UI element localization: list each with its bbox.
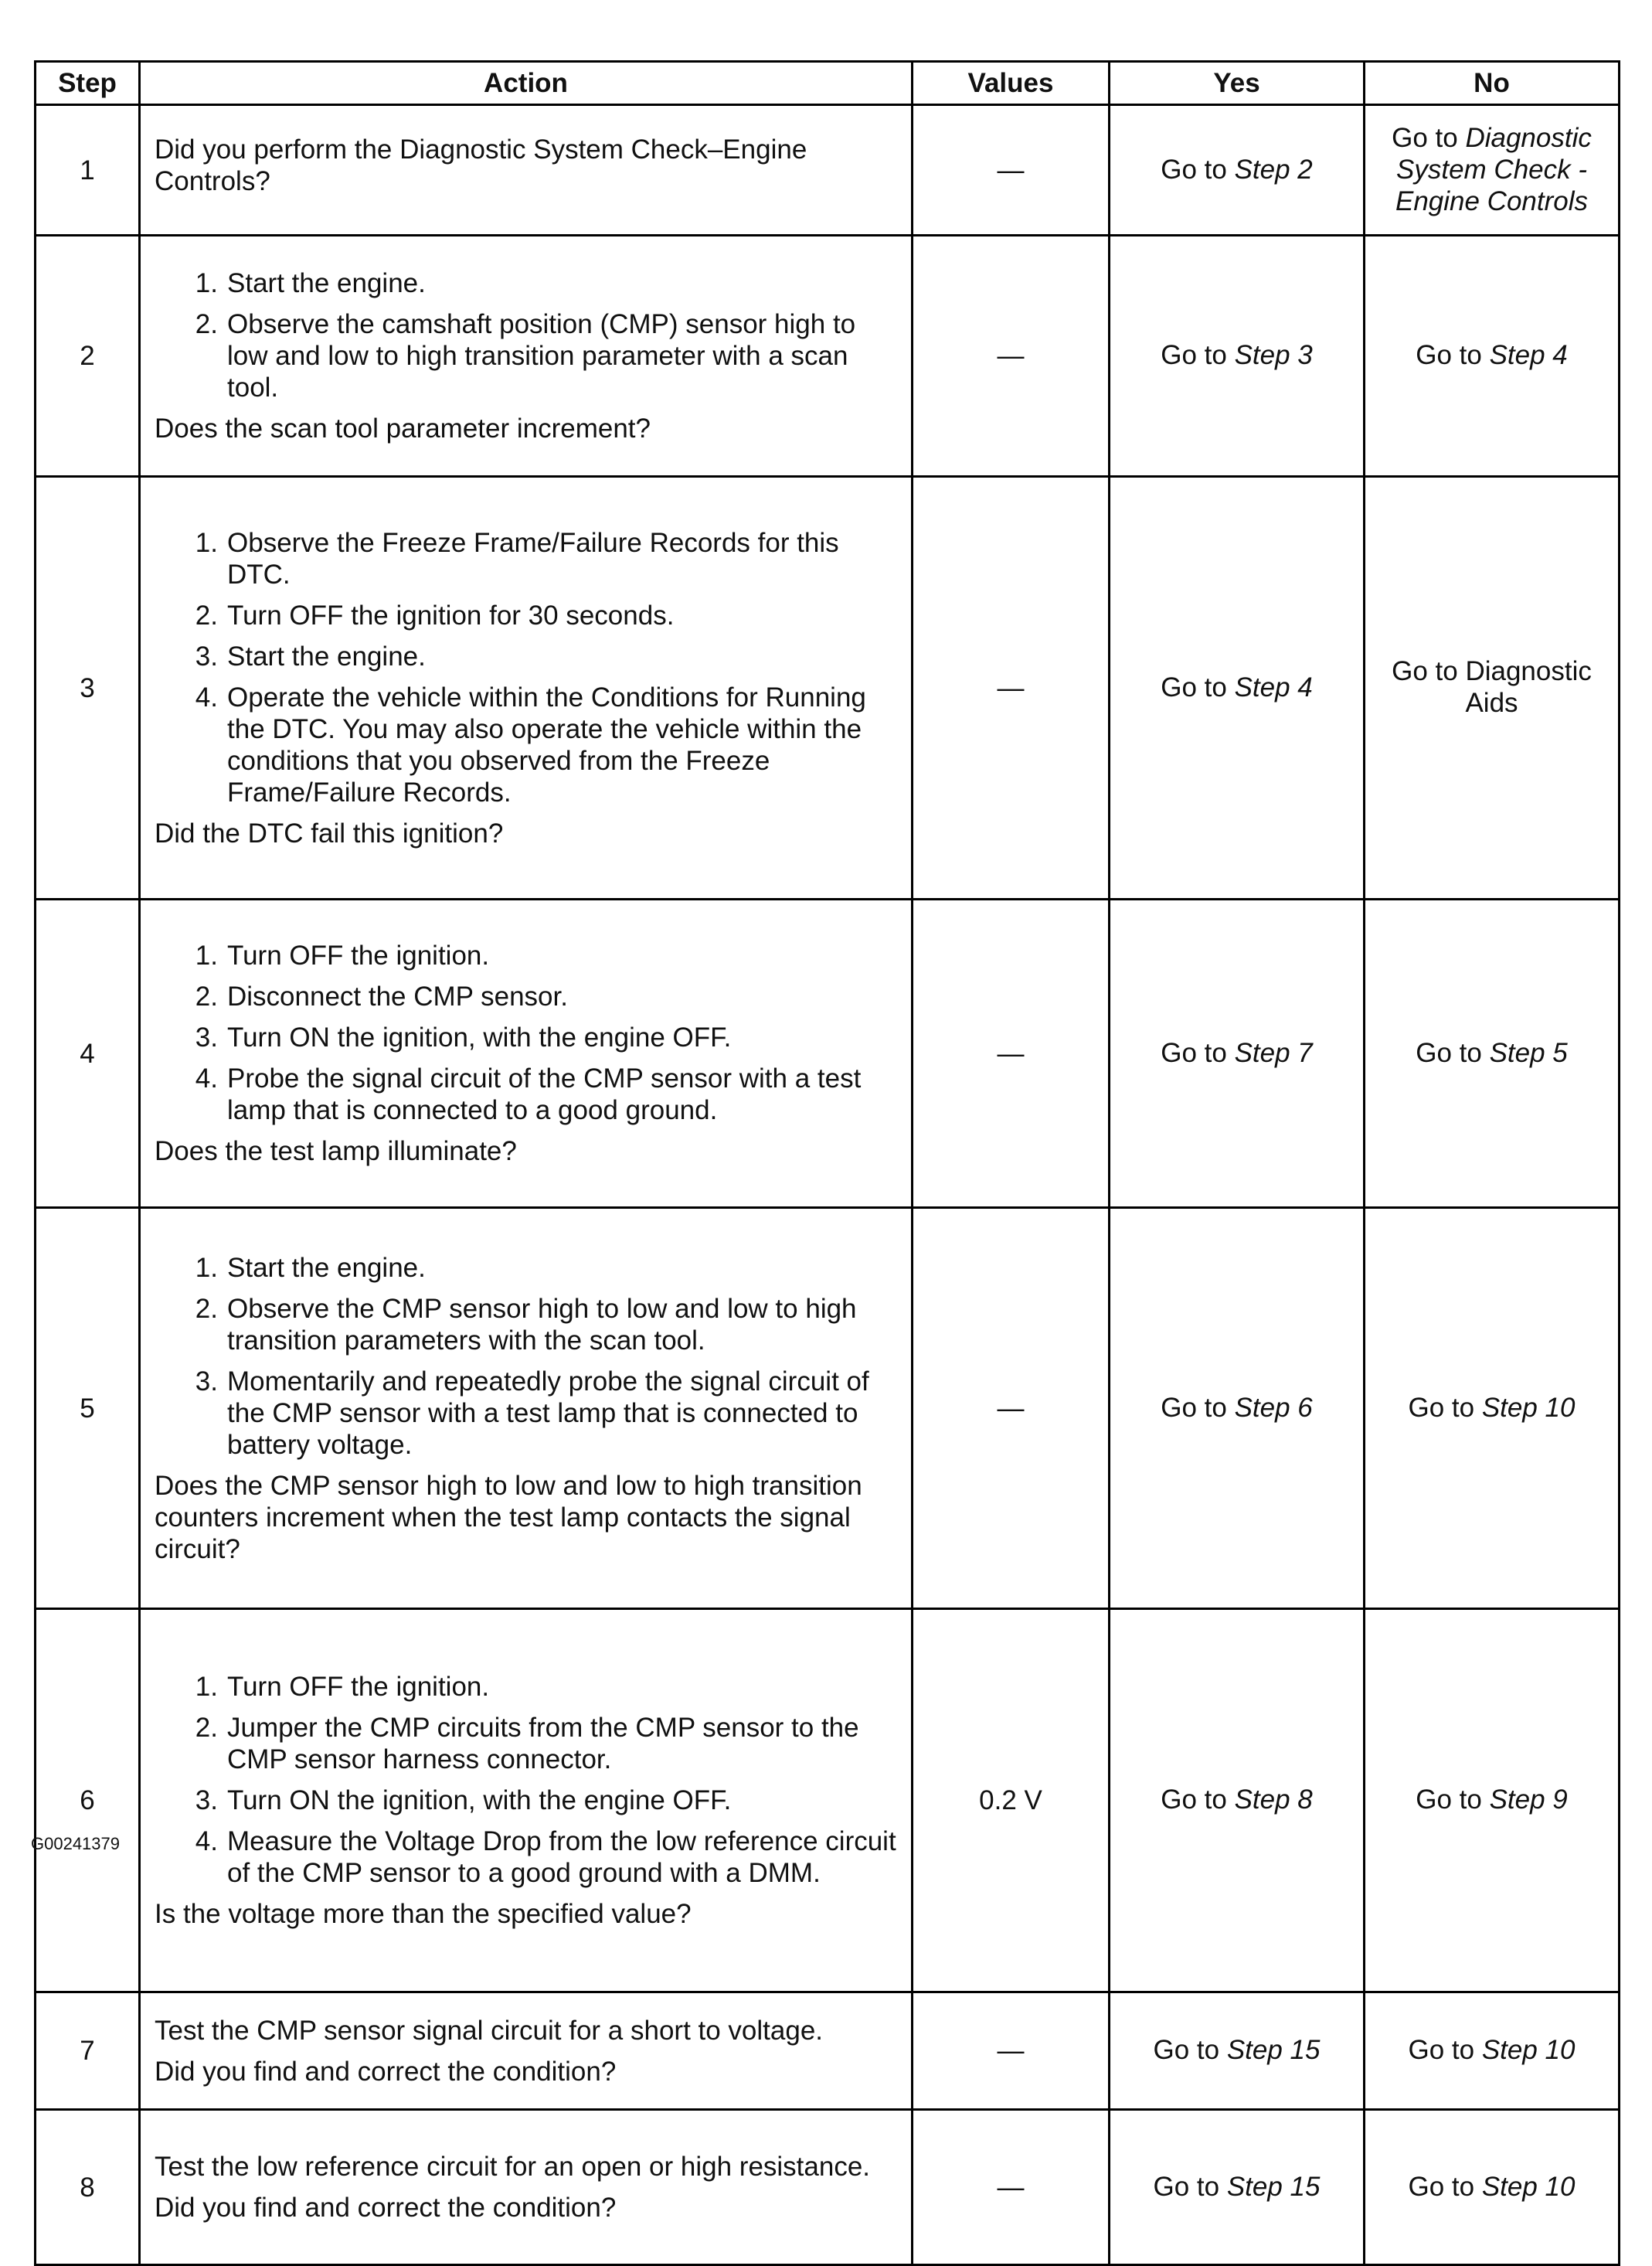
no-cell	[1365, 1992, 1620, 2110]
action-question: Does the CMP sensor high to low and low to high transition counters increment when the test lamp contacts the signal circuit?	[155, 1470, 862, 1564]
action-step-item	[155, 1671, 903, 1703]
yes-cell	[1110, 105, 1365, 236]
action-step-text: Measure the Voltage Drop from the low reference circuit of the CMP sensor to a good ground with a DMM.	[227, 1826, 896, 1888]
value-cell: —	[913, 900, 1110, 1208]
action-cell	[140, 105, 913, 236]
no-prefix: Go to	[1416, 1037, 1490, 1068]
action-steps-list	[155, 1671, 903, 1889]
figure-id: G00241379	[31, 1834, 120, 1853]
step-number: 8	[36, 2110, 140, 2265]
action-step-text: Operate the vehicle within the Conditions for Running the DTC. You may also operate the vehicle within the conditions that you observed from the Freeze Frame/Failure Records.	[227, 682, 866, 808]
action-cell	[140, 477, 913, 900]
table-row	[36, 105, 1620, 236]
action-step-item	[155, 1712, 903, 1775]
yes-prefix: Go to	[1161, 154, 1235, 185]
value-cell: —	[913, 236, 1110, 477]
action-step-item	[155, 981, 903, 1012]
action-step-text: Observe the camshaft position (CMP) sensor high to low and low to high transition parameter with a scan tool.	[227, 309, 856, 403]
action-step-text: Start the engine.	[227, 268, 426, 298]
value-cell: —	[913, 477, 1110, 900]
action-step-text: Turn OFF the ignition.	[227, 941, 490, 971]
action-steps-list	[155, 1252, 903, 1461]
action-step-number: 2.	[195, 309, 218, 339]
yes-prefix: Go to	[1161, 1785, 1235, 1815]
yes-prefix: Go to	[1153, 2035, 1227, 2065]
step-number: 7	[36, 1992, 140, 2110]
action-cell	[140, 2110, 913, 2265]
action-step-text: Turn ON the ignition, with the engine OFF.	[227, 1022, 732, 1053]
table-row	[36, 236, 1620, 477]
no-prefix: Go to	[1408, 2035, 1482, 2065]
action-step-item	[155, 1252, 903, 1284]
action-cell	[140, 1609, 913, 1992]
action-step-number: 2.	[195, 1293, 218, 1324]
no-cell	[1365, 900, 1620, 1208]
yes-cell	[1110, 1992, 1365, 2110]
no-prefix: Go to Diagnostic Aids	[1392, 656, 1592, 718]
action-instruction: Did you perform the Diagnostic System Check–Engine Controls?	[155, 134, 807, 196]
action-step-number: 1.	[195, 527, 218, 558]
action-question: Did you find and correct the condition?	[155, 2193, 617, 2223]
yes-cell	[1110, 2110, 1365, 2265]
action-step-item	[155, 641, 903, 672]
no-prefix: Go to	[1416, 1785, 1490, 1815]
action-step-text: Momentarily and repeatedly probe the signal circuit of the CMP sensor with a test lamp that is connected to battery voltage.	[227, 1366, 869, 1460]
yes-prefix: Go to	[1161, 340, 1235, 370]
action-step-text: Disconnect the CMP sensor.	[227, 982, 568, 1012]
no-cell	[1365, 477, 1620, 900]
yes-prefix: Go to	[1153, 2171, 1227, 2202]
action-step-text: Turn ON the ignition, with the engine OFF.	[227, 1785, 732, 1815]
step-number: 6	[36, 1609, 140, 1992]
yes-target[interactable]: Step 15	[1226, 2035, 1321, 2065]
action-cell	[140, 236, 913, 477]
action-step-number: 1.	[195, 1672, 218, 1702]
no-cell	[1365, 1609, 1620, 1992]
action-step-number: 1.	[195, 941, 218, 971]
no-target[interactable]: Step 10	[1481, 1392, 1576, 1423]
action-step-number: 2.	[195, 600, 218, 631]
action-step-number: 3.	[195, 1785, 218, 1815]
action-step-number: 4.	[195, 1826, 218, 1856]
action-step-item	[155, 940, 903, 971]
action-step-item	[155, 1063, 903, 1126]
value-cell: 0.2 V	[913, 1609, 1110, 1992]
value-cell: —	[913, 1992, 1110, 2110]
action-step-item	[155, 1022, 903, 1053]
action-cell	[140, 900, 913, 1208]
action-step-number: 2.	[195, 982, 218, 1012]
yes-prefix: Go to	[1161, 1392, 1235, 1423]
table-row	[36, 1992, 1620, 2110]
action-step-text: Observe the Freeze Frame/Failure Records for this DTC.	[227, 527, 839, 590]
action-step-item	[155, 1785, 903, 1816]
no-target[interactable]: Step 10	[1481, 2171, 1576, 2202]
table-row	[36, 900, 1620, 1208]
yes-prefix: Go to	[1161, 1037, 1235, 1068]
value-cell: —	[913, 105, 1110, 236]
header-yes: Yes	[1110, 62, 1365, 105]
action-step-number: 3.	[195, 1366, 218, 1397]
action-instruction: Test the CMP sensor signal circuit for a short to voltage.	[155, 2015, 824, 2046]
yes-target[interactable]: Step 2	[1234, 154, 1313, 185]
no-cell	[1365, 105, 1620, 236]
table-row	[36, 1208, 1620, 1609]
action-step-text: Turn OFF the ignition.	[227, 1672, 490, 1702]
action-step-text: Observe the CMP sensor high to low and low to high transition parameters with the scan tool.	[227, 1293, 857, 1356]
action-step-text: Probe the signal circuit of the CMP sensor with a test lamp that is connected to a good ground.	[227, 1063, 862, 1125]
no-cell	[1365, 2110, 1620, 2265]
action-steps-list	[155, 267, 903, 403]
action-step-item	[155, 1293, 903, 1356]
yes-cell	[1110, 900, 1365, 1208]
action-step-item	[155, 600, 903, 631]
action-question: Does the test lamp illuminate?	[155, 1136, 517, 1166]
header-values: Values	[913, 62, 1110, 105]
no-target[interactable]: Step 5	[1489, 1037, 1568, 1068]
no-target[interactable]: Step 10	[1481, 2035, 1576, 2065]
action-question: Did the DTC fail this ignition?	[155, 818, 504, 849]
yes-cell	[1110, 477, 1365, 900]
action-step-item	[155, 527, 903, 590]
value-cell: —	[913, 2110, 1110, 2265]
action-step-text: Start the engine.	[227, 641, 426, 672]
table-row	[36, 2110, 1620, 2265]
no-target[interactable]: Step 4	[1489, 340, 1568, 370]
action-step-item	[155, 308, 903, 403]
header-row	[36, 62, 1620, 105]
yes-prefix: Go to	[1161, 672, 1235, 703]
action-step-number: 3.	[195, 641, 218, 672]
yes-cell	[1110, 1609, 1365, 1992]
table-body	[36, 105, 1620, 2265]
action-step-number: 4.	[195, 682, 218, 713]
no-cell	[1365, 1208, 1620, 1609]
value-cell: —	[913, 1208, 1110, 1609]
action-step-number: 3.	[195, 1022, 218, 1053]
action-step-text: Jumper the CMP circuits from the CMP sensor to the CMP sensor harness connector.	[227, 1713, 859, 1774]
step-number: 2	[36, 236, 140, 477]
table-row	[36, 1609, 1620, 1992]
yes-target[interactable]: Step 15	[1226, 2171, 1321, 2202]
header-step: Step	[36, 62, 140, 105]
action-question: Is the voltage more than the specified value?	[155, 1899, 692, 1929]
yes-target[interactable]: Step 3	[1234, 340, 1313, 370]
action-question: Did you find and correct the condition?	[155, 2056, 617, 2087]
action-step-number: 1.	[195, 1252, 218, 1283]
action-step-number: 2.	[195, 1713, 218, 1743]
step-number: 4	[36, 900, 140, 1208]
step-number: 3	[36, 477, 140, 900]
action-step-item	[155, 1366, 903, 1461]
action-step-text: Turn OFF the ignition for 30 seconds.	[227, 600, 675, 631]
action-steps-list	[155, 940, 903, 1126]
no-prefix: Go to	[1408, 1392, 1482, 1423]
no-cell	[1365, 236, 1620, 477]
no-prefix: Go to	[1392, 122, 1466, 153]
diagnostic-table	[34, 60, 1620, 2266]
yes-target[interactable]: Step 4	[1234, 672, 1313, 703]
action-step-item	[155, 1825, 903, 1889]
yes-cell	[1110, 1208, 1365, 1609]
action-cell	[140, 1992, 913, 2110]
no-target[interactable]: Diagnostic System Check - Engine Controls	[1395, 122, 1592, 216]
action-instruction: Test the low reference circuit for an open or high resistance.	[155, 2152, 871, 2182]
yes-target[interactable]: Step 7	[1234, 1037, 1313, 1068]
action-cell	[140, 1208, 913, 1609]
table-row	[36, 477, 1620, 900]
action-step-item	[155, 682, 903, 808]
yes-target[interactable]: Step 6	[1234, 1392, 1313, 1423]
no-prefix: Go to	[1408, 2171, 1482, 2202]
action-step-number: 1.	[195, 268, 218, 298]
step-number: 5	[36, 1208, 140, 1609]
action-step-item	[155, 267, 903, 299]
no-prefix: Go to	[1416, 340, 1490, 370]
action-steps-list	[155, 527, 903, 808]
action-step-text: Start the engine.	[227, 1252, 426, 1283]
action-step-number: 4.	[195, 1063, 218, 1094]
yes-target[interactable]: Step 8	[1234, 1785, 1313, 1815]
yes-cell	[1110, 236, 1365, 477]
header-action: Action	[140, 62, 913, 105]
header-no: No	[1365, 62, 1620, 105]
no-target[interactable]: Step 9	[1489, 1785, 1568, 1815]
action-question: Does the scan tool parameter increment?	[155, 413, 651, 444]
step-number: 1	[36, 105, 140, 236]
